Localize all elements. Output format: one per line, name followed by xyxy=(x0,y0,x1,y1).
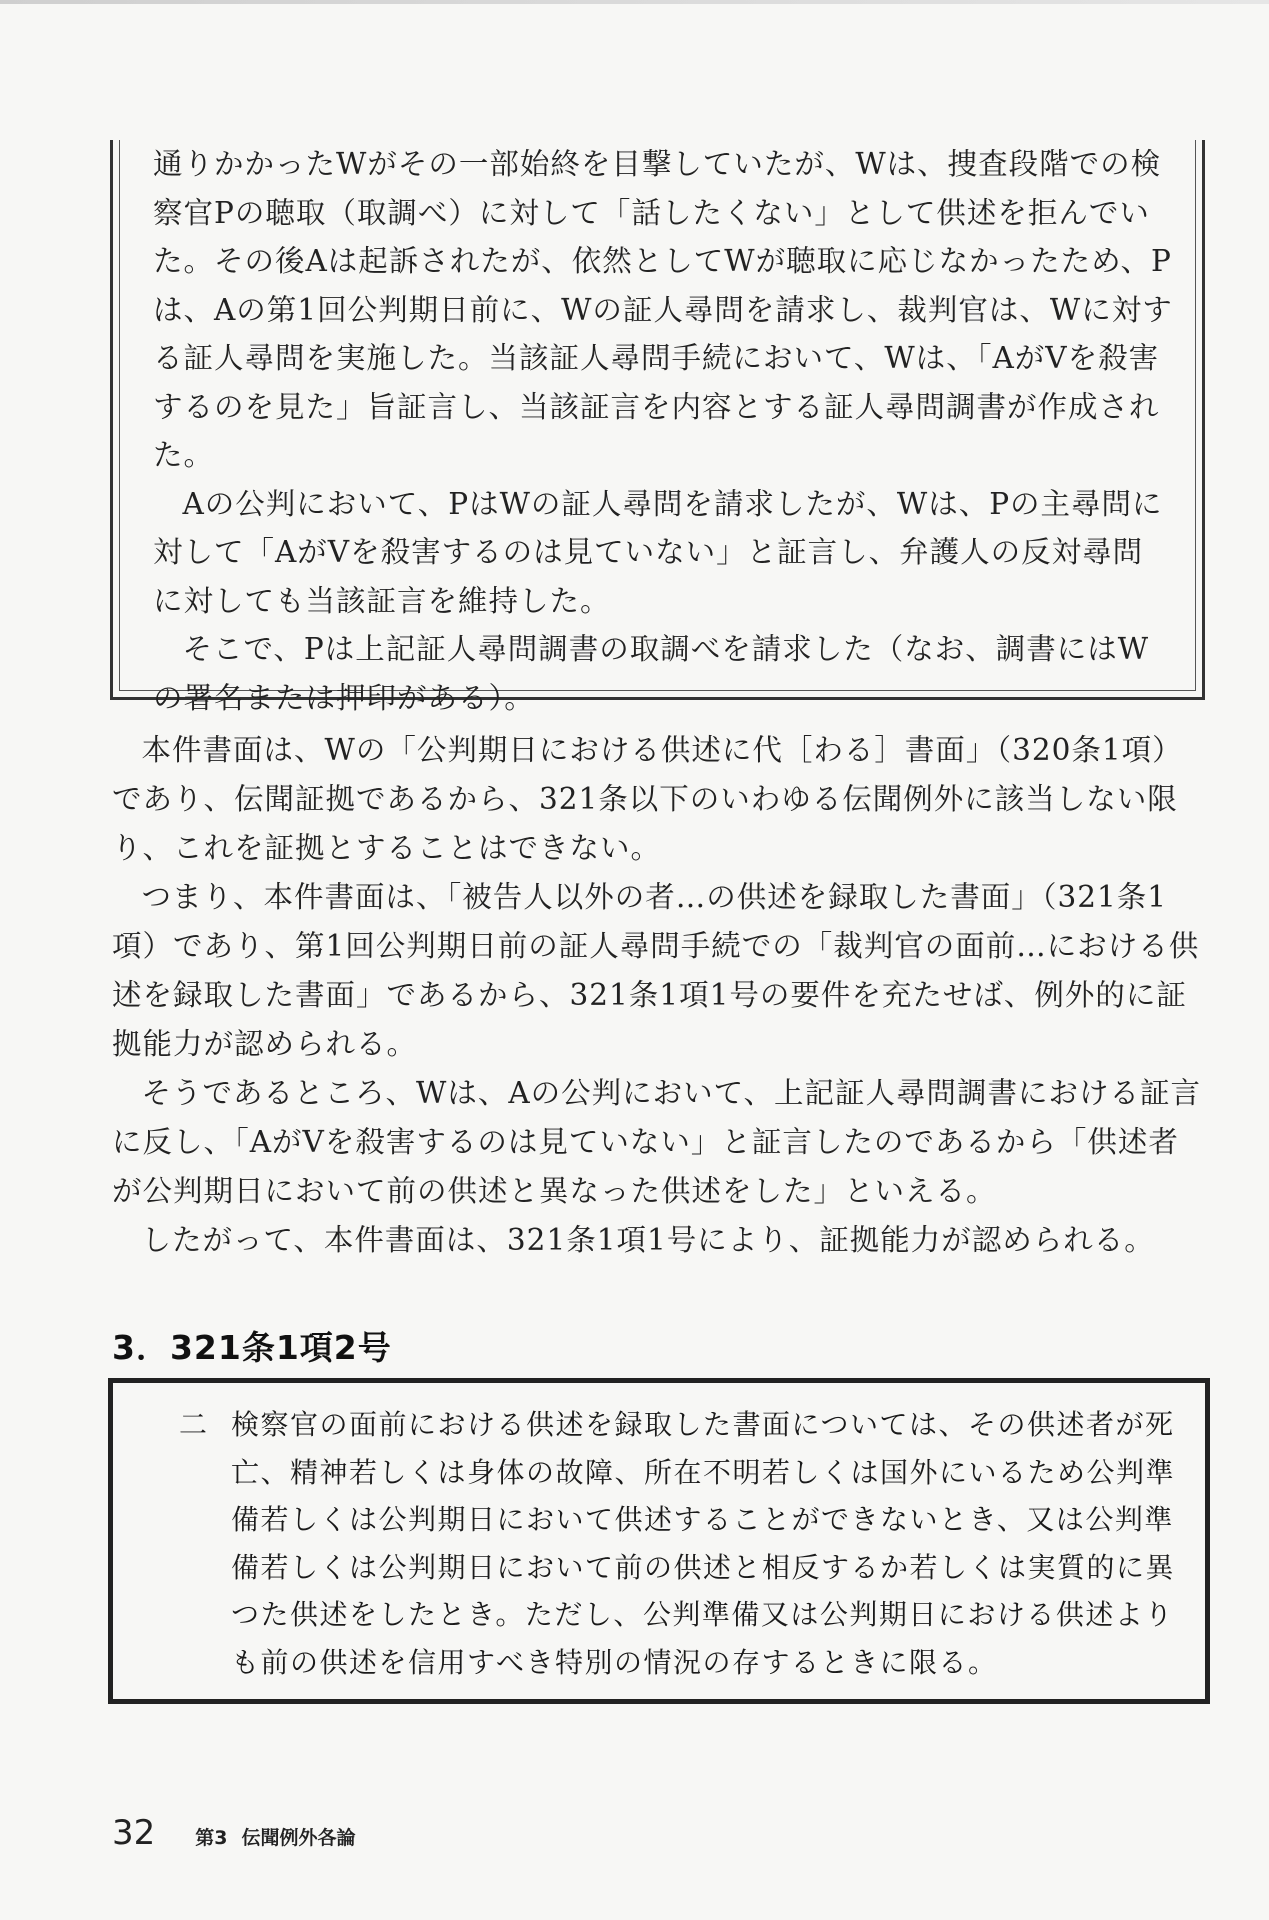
statute-text-block xyxy=(179,1401,1179,1686)
body-paragraph: 本件書面は、Wの「公判期日における供述に代［わる］書面」（320条1項）であり、伝聞証拠であるから、321条以下のいわゆる伝聞例外に該当しない限り、これを証拠とすることはできない。 xyxy=(112,733,1183,865)
case-paragraph: 通りかかったWがその一部始終を目撃していたが、Wは、捜査段階での検察官Pの聴取（取調べ）に対して「話したくない」として供述を拒んでいた。その後Aは起訴されたが、依然としてWが聴取に応じなかったため、Pは、Aの第1回公判期日前に、Wの証人尋問を請求し、裁判官は、Wに対する証人尋問を実施した。当該証人尋問手続において、Wは、「AがVを殺害するのを見た」旨証言し、当該証言を内容とする証人尋問調書が作成された。 xyxy=(153,147,1173,472)
statute-item-number: 二 xyxy=(179,1408,209,1441)
analysis-body xyxy=(112,726,1207,1265)
body-paragraph: つまり、本件書面は、「被告人以外の者…の供述を録取した書面」（321条1項）であり、第1回公判期日前の証人尋問手続での「裁判官の面前…における供述を録取した書面」であるから、321条1項1号の要件を充たせば、例外的に証拠能力が認められる。 xyxy=(112,880,1200,1061)
body-paragraph: したがって、本件書面は、321条1項1号により、証拠能力が認められる。 xyxy=(141,1223,1155,1257)
chapter-label: 第3 xyxy=(195,1827,228,1849)
case-facts-text xyxy=(153,140,1173,722)
case-paragraph: そこで、Pは上記証人尋問調書の取調べを請求した（なお、調書にはWの署名または押印がある）。 xyxy=(153,632,1150,715)
statute-text: 検察官の面前における供述を録取した書面については、その供述者が死亡、精神若しくは身体の故障、所在不明若しくは国外にいるため公判準備若しくは公判期日において供述することができないとき、又は公判準備若しくは公判期日において前の供述と相反するか若しくは実質的に異つた供述をしたとき。ただし、公判準備又は公判期日における供述よりも前の供述を信用すべき特別の情況の存するときに限る。 xyxy=(231,1408,1176,1679)
case-paragraph: Aの公判において、PはWの証人尋問を請求したが、Wは、Pの主尋問に対して「AがVを殺害するのは見ていない」と証言し、弁護人の反対尋問に対しても当該証言を維持した。 xyxy=(153,486,1163,618)
case-facts-box xyxy=(110,140,1205,715)
chapter-title: 伝聞例外各論 xyxy=(241,1827,356,1849)
page-number: 32 xyxy=(112,1813,156,1853)
page-footer xyxy=(112,1813,356,1853)
statute-box xyxy=(108,1378,1210,1704)
section-heading: 3．321条1項2号 xyxy=(112,1328,392,1367)
top-edge-rule xyxy=(0,0,1269,4)
body-paragraph: そうであるところ、Wは、Aの公判において、上記証人尋問調書における証言に反し、「AがVを殺害するのは見ていない」と証言したのであるから「供述者が公判期日において前の供述と異なった供述をした」といえる。 xyxy=(112,1076,1202,1208)
